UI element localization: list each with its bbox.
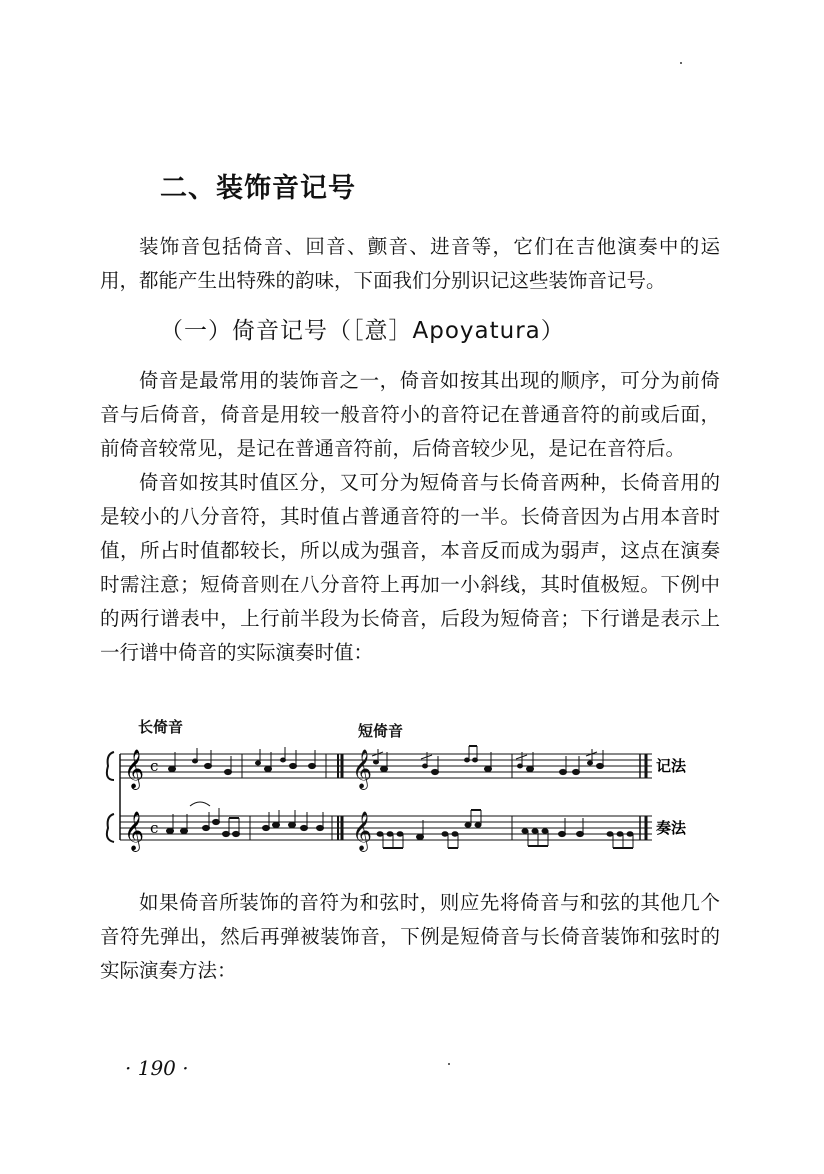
staff-lines-top [120, 754, 652, 778]
label-short-appoggiatura: 短倚音 [358, 722, 404, 740]
time-signature-top: c [150, 757, 159, 775]
closing-paragraph [100, 886, 720, 988]
svg-text:𝄞: 𝄞 [352, 749, 373, 789]
system-brace [107, 752, 114, 842]
paragraph-3: 如果倚音所装饰的音符为和弦时，则应先将倚音与和弦的其他几个音符先弹出，然后再弹被装饰音，下例是短倚音与长倚音装饰和弦时的实际演奏方法： [100, 891, 720, 982]
music-score [100, 740, 800, 860]
staff-lines-bottom [120, 816, 652, 840]
body-paragraphs [100, 364, 720, 670]
notes-top-long [169, 747, 343, 778]
page-number: · 190 · [125, 1056, 189, 1080]
treble-clef-bottom: 𝄞 [124, 811, 145, 851]
subsection-title: （一）倚音记号（［意］Apoyatura） [160, 318, 565, 344]
treble-clef-top: 𝄞 [124, 749, 145, 789]
section-title: 二、装饰音记号 [160, 173, 356, 204]
paragraph-2: 倚音如按其时值区分，又可分为短倚音与长倚音两种，长倚音用的是较小的八分音符，其时值占普通音符的一半。长倚音因为占用本音时值，所占时值都较长，所以成为强音，本音反而成为弱声，这点在演奏时需注意；短倚音则在八分音符上再加一小斜线，其时值极短。下例中的两行谱表中，上行前半段为长倚音，后段为短倚音；下行谱是表示上一行谱中倚音的实际演奏时值： [100, 471, 720, 664]
speck-mark [680, 62, 682, 64]
intro-text: 装饰音包括倚音、回音、颤音、进音等，它们在吉他演奏中的运用，都能产生出特殊的韵味，下面我们分别识记这些装饰音记号。 [100, 235, 720, 292]
notes-bottom [167, 802, 647, 852]
svg-text:𝄞: 𝄞 [352, 811, 373, 851]
label-notation: 记法 [656, 757, 687, 775]
notes-top-short [352, 746, 646, 790]
paragraph-1: 倚音是最常用的装饰音之一，倚音如按其出现的顺序，可分为前倚音与后倚音，倚音是用较一般音符小的音符记在普通音符的前或后面，前倚音较常见，是记在普通音符前，后倚音较少见，是记在音符后。 [100, 369, 720, 460]
speck-mark [448, 1063, 450, 1065]
intro-paragraph [100, 230, 720, 298]
time-signature-bottom: c [150, 819, 159, 837]
label-long-appoggiatura: 长倚音 [138, 718, 184, 736]
label-performance: 奏法 [656, 819, 687, 837]
